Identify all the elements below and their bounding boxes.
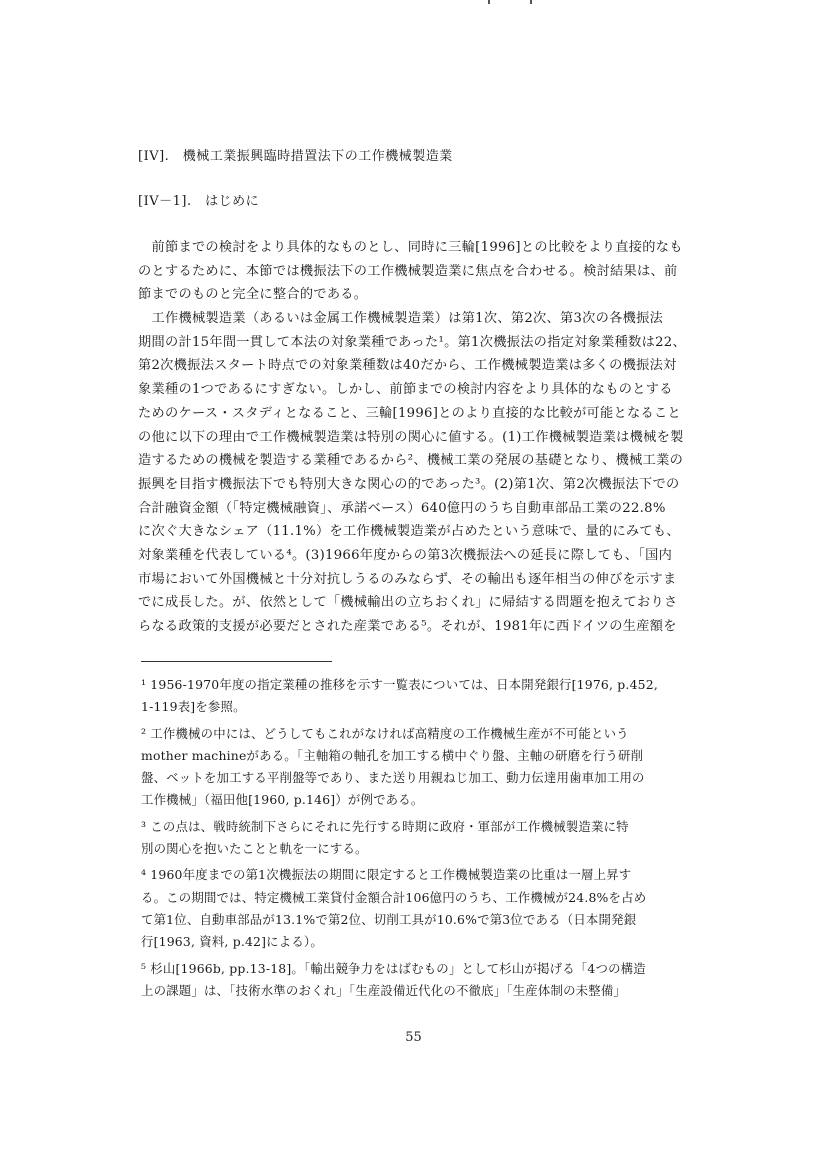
footnote-line: て第1位、自動車部品が13.1%で第2位、切削工具が10.6%で第3位である（日本開発銀	[141, 911, 637, 927]
footnote	[141, 958, 711, 1003]
footnote-line: ³ この点は、戦時統制下さらにそれに先行する時期に政府・軍部が工作機械製造業に特	[141, 818, 629, 834]
footnote-line: ¹ 1956-1970年度の指定業種の推移を示す一覧表については、日本開発銀行[1976, p.452,	[141, 677, 658, 692]
body-line: 第2次機振法スタート時点での対象業種数は40だから、工作機械製造業は多くの機振法対	[138, 358, 677, 374]
footnote-line: 別の関心を抱いたことと軌を一にする。	[141, 841, 368, 857]
body-line: 前節までの検討をより具体的なものとし、同時に三輪[1996]との比較をより直接的なも	[138, 240, 683, 255]
footnote-line: ⁴ 1960年度までの第1次機振法の期間に限定すると工作機械製造業の比重は一層上昇す	[141, 867, 632, 883]
body-line: に次ぐ大きなシェア（11.1%）を工作機械製造業が占めたという意味で、量的にみても、	[138, 524, 680, 540]
body-line: 合計融資金額（「特定機械融資」、承諾ベース）640億円のうち自動車部品工業の22.8%	[138, 500, 666, 516]
footnote	[141, 816, 711, 861]
body-line: でに成長した。が、依然として「機械輸出の立ちおくれ」に帰結する問題を抱えておりさ	[138, 595, 678, 611]
footnote-line: 行[1963, 資料, p.42]による）。	[141, 934, 323, 950]
footnote-line: 上の課題」は、「技術水準のおくれ」「生産設備近代化の不徹底」「生産体制の未整備」	[141, 982, 627, 998]
body-text	[138, 236, 708, 639]
footnote-line: る。この期間では、特定機械工業貸付金額合計106億円のうち、工作機械が24.8%を占め	[141, 889, 647, 905]
subsection-title: [IV－1]. はじめに	[138, 194, 260, 209]
body-line: 市場において外国機械と十分対抗しうるのみならず、その輸出も逐年相当の伸びを示すま	[138, 571, 677, 587]
body-line: の他に以下の理由で工作機械製造業は特別の関心に値する。(1)工作機械製造業は機械を製	[138, 429, 684, 445]
body-line: 対象業種を代表している⁴。(3)1966年度からの第3次機振法への延長に際しても、「国内	[138, 547, 673, 563]
footnote	[141, 674, 711, 719]
scan-mark-top	[530, 0, 532, 4]
body-line: ためのケース・スタディとなること、三輪[1996]とのより直接的な比較が可能となること	[138, 405, 681, 421]
footnote-separator	[141, 661, 332, 662]
footnote-line: 工作機械」（福田他[1960, p.146]）が例である。	[141, 792, 424, 808]
body-line: 期間の計15年間一貫して本法の対象業種であった¹。第1次機振法の指定対象業種数は22、	[138, 334, 686, 350]
footnote	[141, 723, 711, 812]
scan-mark-top	[488, 0, 490, 4]
body-line: 振興を目指す機振法下でも特別大きな関心の的であった³。(2)第1次、第2次機振法下での	[138, 476, 680, 492]
body-line: 工作機械製造業（あるいは金属工作機械製造業）は第1次、第2次、第3次の各機振法	[138, 311, 664, 327]
page-number: 55	[405, 1030, 422, 1045]
footnote	[141, 864, 711, 953]
footnote-line: 盤、ベットを加工する平削盤等であり、また送り用親ねじ加工、動力伝達用歯車加工用の	[141, 770, 645, 786]
footnote-line: mother machineがある。「主軸箱の軸孔を加工する横中ぐり盤、主軸の研磨を行う研削	[141, 747, 644, 763]
footnote-line: ² 工作機械の中には、どうしてもこれがなければ高精度の工作機械生産が不可能という	[141, 725, 629, 741]
footnote-line: 1-119表]を参照。	[141, 699, 246, 715]
body-line: らなる政策的支援が必要だとされた産業である⁵。それが、1981年に西ドイツの生産額を	[138, 619, 677, 634]
body-line: のとするために、本節では機振法下の工作機械製造業に焦点を合わせる。検討結果は、前	[138, 263, 678, 279]
body-line: 節までのものと完全に整合的である。	[138, 287, 368, 303]
body-line: 造するための機械を製造する業種であるから²、機械工業の発展の基礎となり、機械工業の	[138, 453, 684, 469]
footnotes	[141, 674, 711, 1002]
body-line: 象業種の1つであるにすぎない。しかし、前節までの検討内容をより具体的なものとする	[138, 382, 673, 398]
footnote-line: ⁵ 杉山[1966b, pp.13-18]。「輸出競争力をはばむもの」として杉山が掲げる「4つの構造	[141, 960, 646, 976]
section-title: [IV]. 機械工業振興臨時措置法下の工作機械製造業	[138, 149, 453, 164]
